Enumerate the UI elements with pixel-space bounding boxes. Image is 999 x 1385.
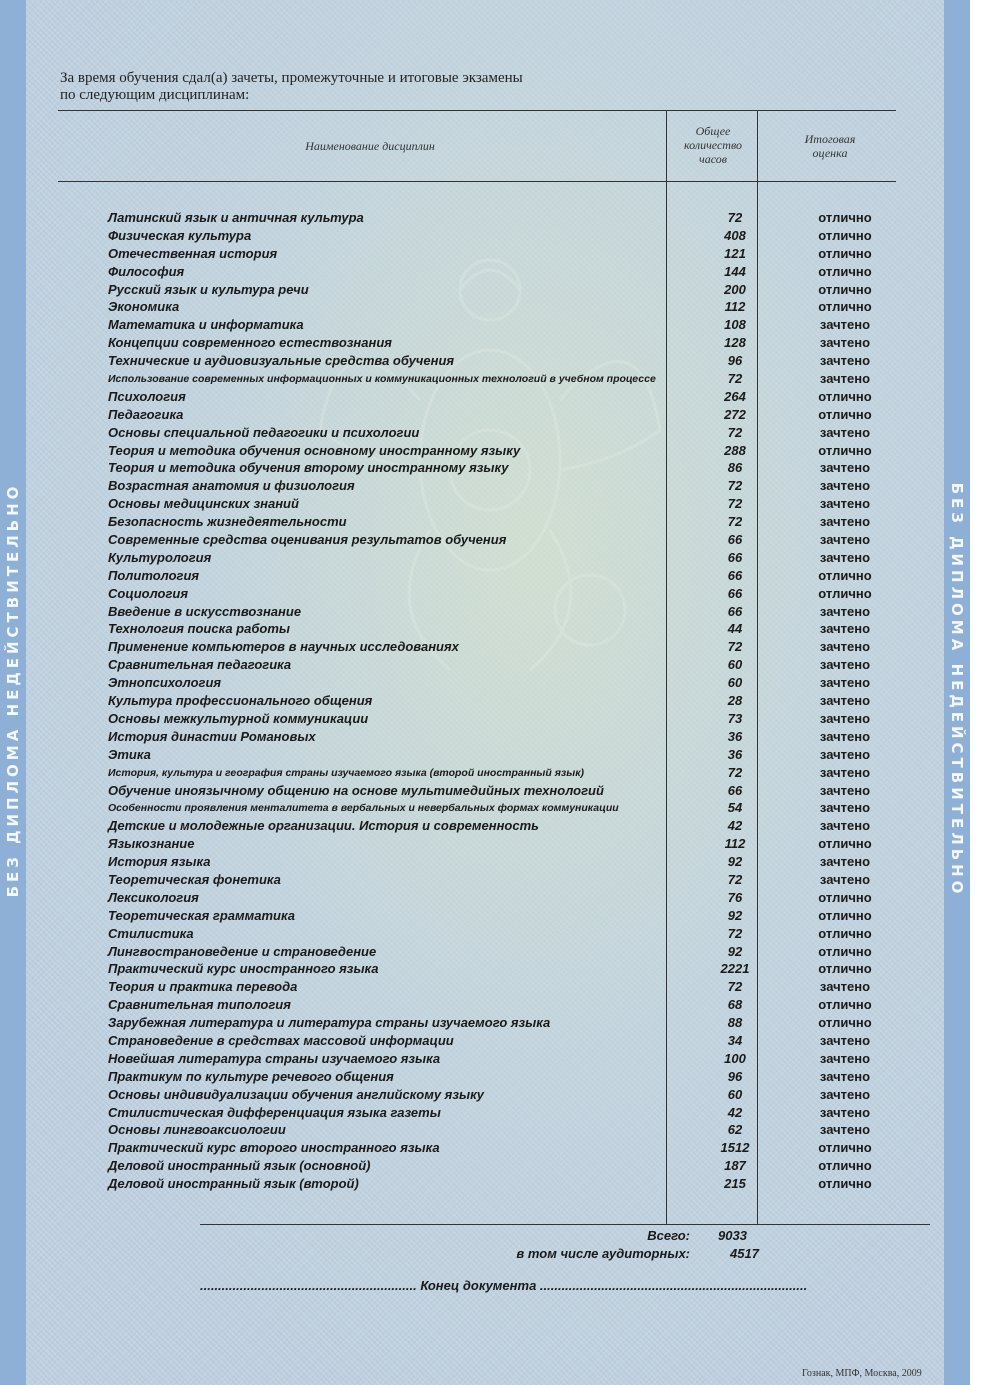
discipline-name: Стилистика xyxy=(108,925,194,941)
table-row xyxy=(0,798,944,816)
discipline-name: Детские и молодежные организации. История и современность xyxy=(108,818,539,834)
table-row xyxy=(0,1049,944,1067)
table-row xyxy=(0,1013,944,1031)
discipline-name: История династии Романовых xyxy=(108,728,316,744)
discipline-hours: 54 xyxy=(727,800,743,816)
discipline-hours: 66 xyxy=(727,782,743,798)
discipline-hours: 272 xyxy=(724,406,746,422)
discipline-name: Математика и информатика xyxy=(108,317,304,333)
discipline-hours: 60 xyxy=(727,675,743,691)
table-row xyxy=(0,727,944,745)
discipline-hours: 187 xyxy=(724,1158,746,1174)
discipline-name: Философия xyxy=(108,263,185,279)
discipline-name: Стилистическая дифференциация языка газеты xyxy=(108,1104,441,1120)
discipline-name: Обучение иноязычному общению на основе мультимедийных технологий xyxy=(108,782,604,798)
discipline-grade: зачтено xyxy=(819,693,871,709)
discipline-grade: зачтено xyxy=(819,710,871,726)
table-row xyxy=(0,1031,944,1049)
discipline-grade: отлично xyxy=(818,997,872,1013)
table-row xyxy=(0,852,944,870)
table-row xyxy=(0,476,944,494)
discipline-name: Страноведение в средствах массовой информации xyxy=(108,1032,454,1048)
table-row xyxy=(0,655,944,673)
end-of-document-line: ............................................................ Конец документа .......................................................................... xyxy=(200,1278,808,1293)
table-row xyxy=(0,763,944,781)
discipline-name: Новейшая литература страны изучаемого языка xyxy=(108,1050,441,1066)
discipline-grade: зачтено xyxy=(819,675,871,691)
discipline-grade: отлично xyxy=(818,210,872,225)
table-row xyxy=(0,637,944,655)
discipline-name: Лексикология xyxy=(108,889,199,905)
discipline-name: Культура профессионального общения xyxy=(108,693,373,709)
table-row xyxy=(0,226,944,244)
discipline-name: Экономика xyxy=(108,299,180,315)
table-row xyxy=(0,977,944,995)
table-row xyxy=(0,262,944,280)
table-row xyxy=(0,441,944,459)
discipline-name: Социология xyxy=(108,585,188,601)
discipline-grade: отлично xyxy=(818,442,872,458)
discipline-hours: 96 xyxy=(727,353,743,369)
discipline-grade: отлично xyxy=(818,263,872,279)
discipline-hours: 66 xyxy=(727,532,743,548)
discipline-hours: 34 xyxy=(727,1032,743,1048)
discipline-hours: 72 xyxy=(727,424,743,440)
discipline-name: Теоретическая фонетика xyxy=(108,871,281,887)
discipline-grade: отлично xyxy=(818,961,872,977)
discipline-hours: 44 xyxy=(727,621,743,637)
discipline-name: Современные средства оценивания результатов обучения xyxy=(108,532,507,548)
column-header-grade-line-2: оценка xyxy=(812,146,848,160)
table-row xyxy=(0,781,944,799)
table-row xyxy=(0,1138,944,1156)
discipline-name: Психология xyxy=(108,388,186,404)
discipline-name: Основы лингвоаксиологии xyxy=(108,1122,286,1138)
intro-line-2: по следующим дисциплинам: xyxy=(60,87,250,103)
discipline-grade: зачтено xyxy=(819,854,871,870)
discipline-hours: 96 xyxy=(727,1068,743,1084)
table-row xyxy=(0,405,944,423)
table-row xyxy=(0,1120,944,1138)
discipline-name: Технические и аудиовизуальные средства обучения xyxy=(108,353,455,369)
discipline-hours: 60 xyxy=(727,657,743,673)
column-header-hours-line-1: Общее xyxy=(695,124,731,138)
discipline-hours: 112 xyxy=(724,299,746,315)
discipline-hours: 73 xyxy=(727,710,743,726)
table-top-rule xyxy=(58,110,896,111)
discipline-hours: 72 xyxy=(727,371,743,387)
discipline-hours: 62 xyxy=(727,1122,743,1138)
discipline-grade: зачтено xyxy=(819,353,871,369)
discipline-grade: отлично xyxy=(818,567,872,583)
discipline-grade: зачтено xyxy=(819,1104,871,1120)
discipline-name: Латинский язык и античная культура xyxy=(108,210,364,225)
right-band-text: БЕЗ ДИПЛОМА НЕДЕЙСТВИТЕЛЬНО xyxy=(948,482,966,898)
discipline-name: Лингвострановедение и страноведение xyxy=(108,943,377,959)
discipline-grade: отлично xyxy=(818,406,872,422)
discipline-grade: зачтено xyxy=(819,514,871,530)
table-row xyxy=(0,816,944,834)
discipline-grade: зачтено xyxy=(819,621,871,637)
discipline-grade: отлично xyxy=(818,1015,872,1031)
discipline-hours: 100 xyxy=(724,1050,746,1066)
discipline-grade: отлично xyxy=(818,1176,872,1192)
discipline-hours: 72 xyxy=(727,210,743,225)
discipline-hours: 72 xyxy=(727,514,743,530)
table-row xyxy=(0,709,944,727)
table-row xyxy=(0,548,944,566)
discipline-grade: отлично xyxy=(818,227,872,243)
discipline-name: Технология поиска работы xyxy=(108,621,290,637)
discipline-hours: 112 xyxy=(724,836,746,852)
table-row xyxy=(0,673,944,691)
discipline-name: Введение в искусствознание xyxy=(108,603,302,619)
discipline-name: Русский язык и культура речи xyxy=(108,281,309,297)
discipline-name: Зарубежная литература и литература страны изучаемого языка xyxy=(108,1015,551,1031)
discipline-hours: 1512 xyxy=(720,1140,750,1156)
discipline-hours: 42 xyxy=(727,818,743,834)
discipline-hours: 86 xyxy=(727,460,743,476)
discipline-grade: отлично xyxy=(818,281,872,297)
discipline-name: Практикум по культуре речевого общения xyxy=(108,1068,394,1084)
discipline-grade: отлично xyxy=(818,1140,872,1156)
discipline-grade: зачтено xyxy=(819,979,871,995)
discipline-hours: 92 xyxy=(727,943,743,959)
table-row xyxy=(0,566,944,584)
discipline-hours: 264 xyxy=(724,388,746,404)
discipline-grade: отлично xyxy=(818,245,872,261)
discipline-grade: зачтено xyxy=(819,496,871,512)
discipline-name: Использование современных информационных и коммуникационных технологий в учебном процессе xyxy=(108,373,656,386)
discipline-name: История, культура и география страны изучаемого языка (второй иностранный язык) xyxy=(108,766,585,779)
table-row xyxy=(0,458,944,476)
table-row xyxy=(0,280,944,298)
discipline-hours: 36 xyxy=(727,746,743,762)
discipline-hours: 128 xyxy=(724,335,746,351)
discipline-name: Культурология xyxy=(108,549,212,565)
discipline-hours: 28 xyxy=(727,693,743,709)
printer-imprint: Гознак, МПФ, Москва, 2009 xyxy=(802,1368,922,1379)
discipline-name: Политология xyxy=(108,567,200,583)
table-row xyxy=(0,208,944,226)
column-header-name: Наименование дисциплин xyxy=(305,139,435,153)
discipline-hours: 68 xyxy=(727,997,743,1013)
discipline-grade: зачтено xyxy=(819,371,871,387)
discipline-grade: зачтено xyxy=(819,728,871,744)
table-row xyxy=(0,244,944,262)
table-row xyxy=(0,924,944,942)
discipline-grade: зачтено xyxy=(819,424,871,440)
discipline-name: Языкознание xyxy=(108,836,195,852)
table-row xyxy=(0,602,944,620)
table-row xyxy=(0,995,944,1013)
discipline-hours: 200 xyxy=(724,281,746,297)
discipline-grade: зачтено xyxy=(819,603,871,619)
discipline-hours: 72 xyxy=(727,478,743,494)
discipline-hours: 66 xyxy=(727,549,743,565)
discipline-grade: зачтено xyxy=(819,1032,871,1048)
discipline-name: Основы медицинских знаний xyxy=(108,496,299,512)
auditory-label: в том числе аудиторных: xyxy=(516,1246,690,1261)
column-header-hours-line-3: часов xyxy=(699,152,727,166)
left-band-text: БЕЗ ДИПЛОМА НЕДЕЙСТВИТЕЛЬНО xyxy=(4,482,22,898)
table-row xyxy=(0,423,944,441)
disciplines-table-body xyxy=(0,208,944,1192)
discipline-grade: отлично xyxy=(818,388,872,404)
table-row xyxy=(0,888,944,906)
discipline-hours: 36 xyxy=(727,728,743,744)
discipline-name: Деловой иностранный язык (второй) xyxy=(108,1176,359,1192)
discipline-grade: отлично xyxy=(818,925,872,941)
table-row xyxy=(0,619,944,637)
table-row xyxy=(0,1156,944,1174)
table-row xyxy=(0,297,944,315)
discipline-hours: 2221 xyxy=(720,961,750,977)
discipline-grade: зачтено xyxy=(819,549,871,565)
discipline-name: Теоретическая грамматика xyxy=(108,907,295,923)
discipline-hours: 144 xyxy=(724,263,746,279)
discipline-name: Деловой иностранный язык (основной) xyxy=(108,1158,371,1174)
discipline-grade: зачтено xyxy=(819,460,871,476)
discipline-grade: зачтено xyxy=(819,657,871,673)
table-row xyxy=(0,584,944,602)
discipline-hours: 92 xyxy=(727,907,743,923)
discipline-grade: отлично xyxy=(818,836,872,852)
table-row xyxy=(0,369,944,387)
discipline-name: Применение компьютеров в научных исследованиях xyxy=(108,639,459,655)
discipline-hours: 408 xyxy=(724,227,746,243)
discipline-grade: зачтено xyxy=(819,532,871,548)
discipline-name: Теория и методика обучения основному иностранному языку xyxy=(108,442,521,458)
table-row xyxy=(0,1174,944,1192)
discipline-hours: 92 xyxy=(727,854,743,870)
discipline-grade: отлично xyxy=(818,585,872,601)
discipline-grade: зачтено xyxy=(819,818,871,834)
discipline-grade: зачтено xyxy=(819,335,871,351)
discipline-hours: 72 xyxy=(727,871,743,887)
discipline-hours: 72 xyxy=(727,764,743,780)
table-row xyxy=(0,1085,944,1103)
table-row xyxy=(0,315,944,333)
discipline-name: Этика xyxy=(108,746,151,762)
discipline-grade: зачтено xyxy=(819,1068,871,1084)
discipline-name: Отечественная история xyxy=(108,245,278,261)
discipline-hours: 66 xyxy=(727,603,743,619)
discipline-grade: зачтено xyxy=(819,317,871,333)
discipline-name: Возрастная анатомия и физиология xyxy=(108,478,355,494)
table-row xyxy=(0,351,944,369)
total-label: Всего: xyxy=(647,1228,690,1243)
discipline-grade: зачтено xyxy=(819,639,871,655)
discipline-grade: зачтено xyxy=(819,746,871,762)
table-row xyxy=(0,959,944,977)
intro-heading xyxy=(60,70,660,104)
discipline-name: Основы межкультурной коммуникации xyxy=(108,710,369,726)
table-row xyxy=(0,387,944,405)
discipline-name: Основы специальной педагогики и психологии xyxy=(108,424,420,440)
table-row xyxy=(0,942,944,960)
discipline-name: Сравнительная педагогика xyxy=(108,657,292,673)
discipline-grade: отлично xyxy=(818,907,872,923)
discipline-name: Безопасность жизнедеятельности xyxy=(108,514,347,530)
discipline-name: Особенности проявления менталитета в вербальных и невербальных формах коммуникации xyxy=(108,802,619,815)
table-row xyxy=(0,512,944,530)
discipline-name: Основы индивидуализации обучения английскому языку xyxy=(108,1086,485,1102)
discipline-name: Теория и методика обучения второму иностранному языку xyxy=(108,460,509,476)
table-row xyxy=(0,834,944,852)
discipline-grade: отлично xyxy=(818,889,872,905)
table-row xyxy=(0,870,944,888)
discipline-name: История языка xyxy=(108,854,211,870)
discipline-name: Педагогика xyxy=(108,406,184,422)
discipline-name: Теория и практика перевода xyxy=(108,979,298,995)
discipline-hours: 66 xyxy=(727,585,743,601)
discipline-grade: зачтено xyxy=(819,764,871,780)
discipline-grade: зачтено xyxy=(819,1086,871,1102)
discipline-name: Физическая культура xyxy=(108,227,252,243)
total-value: 9033 xyxy=(718,1228,747,1243)
discipline-hours: 72 xyxy=(727,979,743,995)
discipline-name: Этнопсихология xyxy=(108,675,222,691)
discipline-hours: 288 xyxy=(724,442,746,458)
totals-rule xyxy=(200,1224,930,1225)
discipline-grade: зачтено xyxy=(819,782,871,798)
discipline-grade: зачтено xyxy=(819,1050,871,1066)
column-header-hours-line-2: количество xyxy=(683,138,743,152)
intro-line-1: За время обучения сдал(а) зачеты, промежуточные и итоговые экзамены xyxy=(60,70,523,86)
discipline-grade: зачтено xyxy=(819,871,871,887)
discipline-hours: 72 xyxy=(727,496,743,512)
table-row xyxy=(0,530,944,548)
table-row xyxy=(0,494,944,512)
discipline-grade: зачтено xyxy=(819,478,871,494)
table-row xyxy=(0,1067,944,1085)
discipline-grade: зачтено xyxy=(819,1122,871,1138)
discipline-grade: отлично xyxy=(818,299,872,315)
column-header-hours xyxy=(668,124,758,166)
discipline-name: Сравнительная типология xyxy=(108,997,291,1013)
table-row xyxy=(0,906,944,924)
discipline-grade: отлично xyxy=(818,1158,872,1174)
discipline-hours: 72 xyxy=(727,639,743,655)
discipline-hours: 121 xyxy=(724,245,746,261)
discipline-hours: 215 xyxy=(724,1176,746,1192)
table-row xyxy=(0,333,944,351)
table-header-bottom-rule xyxy=(58,181,896,182)
table-row xyxy=(0,1103,944,1121)
column-header-grade-line-1: Итоговая xyxy=(804,132,856,146)
discipline-grade: зачтено xyxy=(819,800,871,816)
discipline-hours: 88 xyxy=(727,1015,743,1031)
column-header-grade xyxy=(770,132,890,160)
discipline-name: Концепции современного естествознания xyxy=(108,335,392,351)
discipline-name: Практический курс второго иностранного языка xyxy=(108,1140,440,1156)
table-row xyxy=(0,691,944,709)
auditory-value: 4517 xyxy=(730,1246,759,1261)
discipline-hours: 72 xyxy=(727,925,743,941)
discipline-hours: 42 xyxy=(727,1104,743,1120)
discipline-hours: 66 xyxy=(727,567,743,583)
table-row xyxy=(0,745,944,763)
discipline-grade: отлично xyxy=(818,943,872,959)
discipline-hours: 76 xyxy=(727,889,743,905)
discipline-hours: 108 xyxy=(724,317,746,333)
discipline-name: Практический курс иностранного языка xyxy=(108,961,379,977)
discipline-hours: 60 xyxy=(727,1086,743,1102)
